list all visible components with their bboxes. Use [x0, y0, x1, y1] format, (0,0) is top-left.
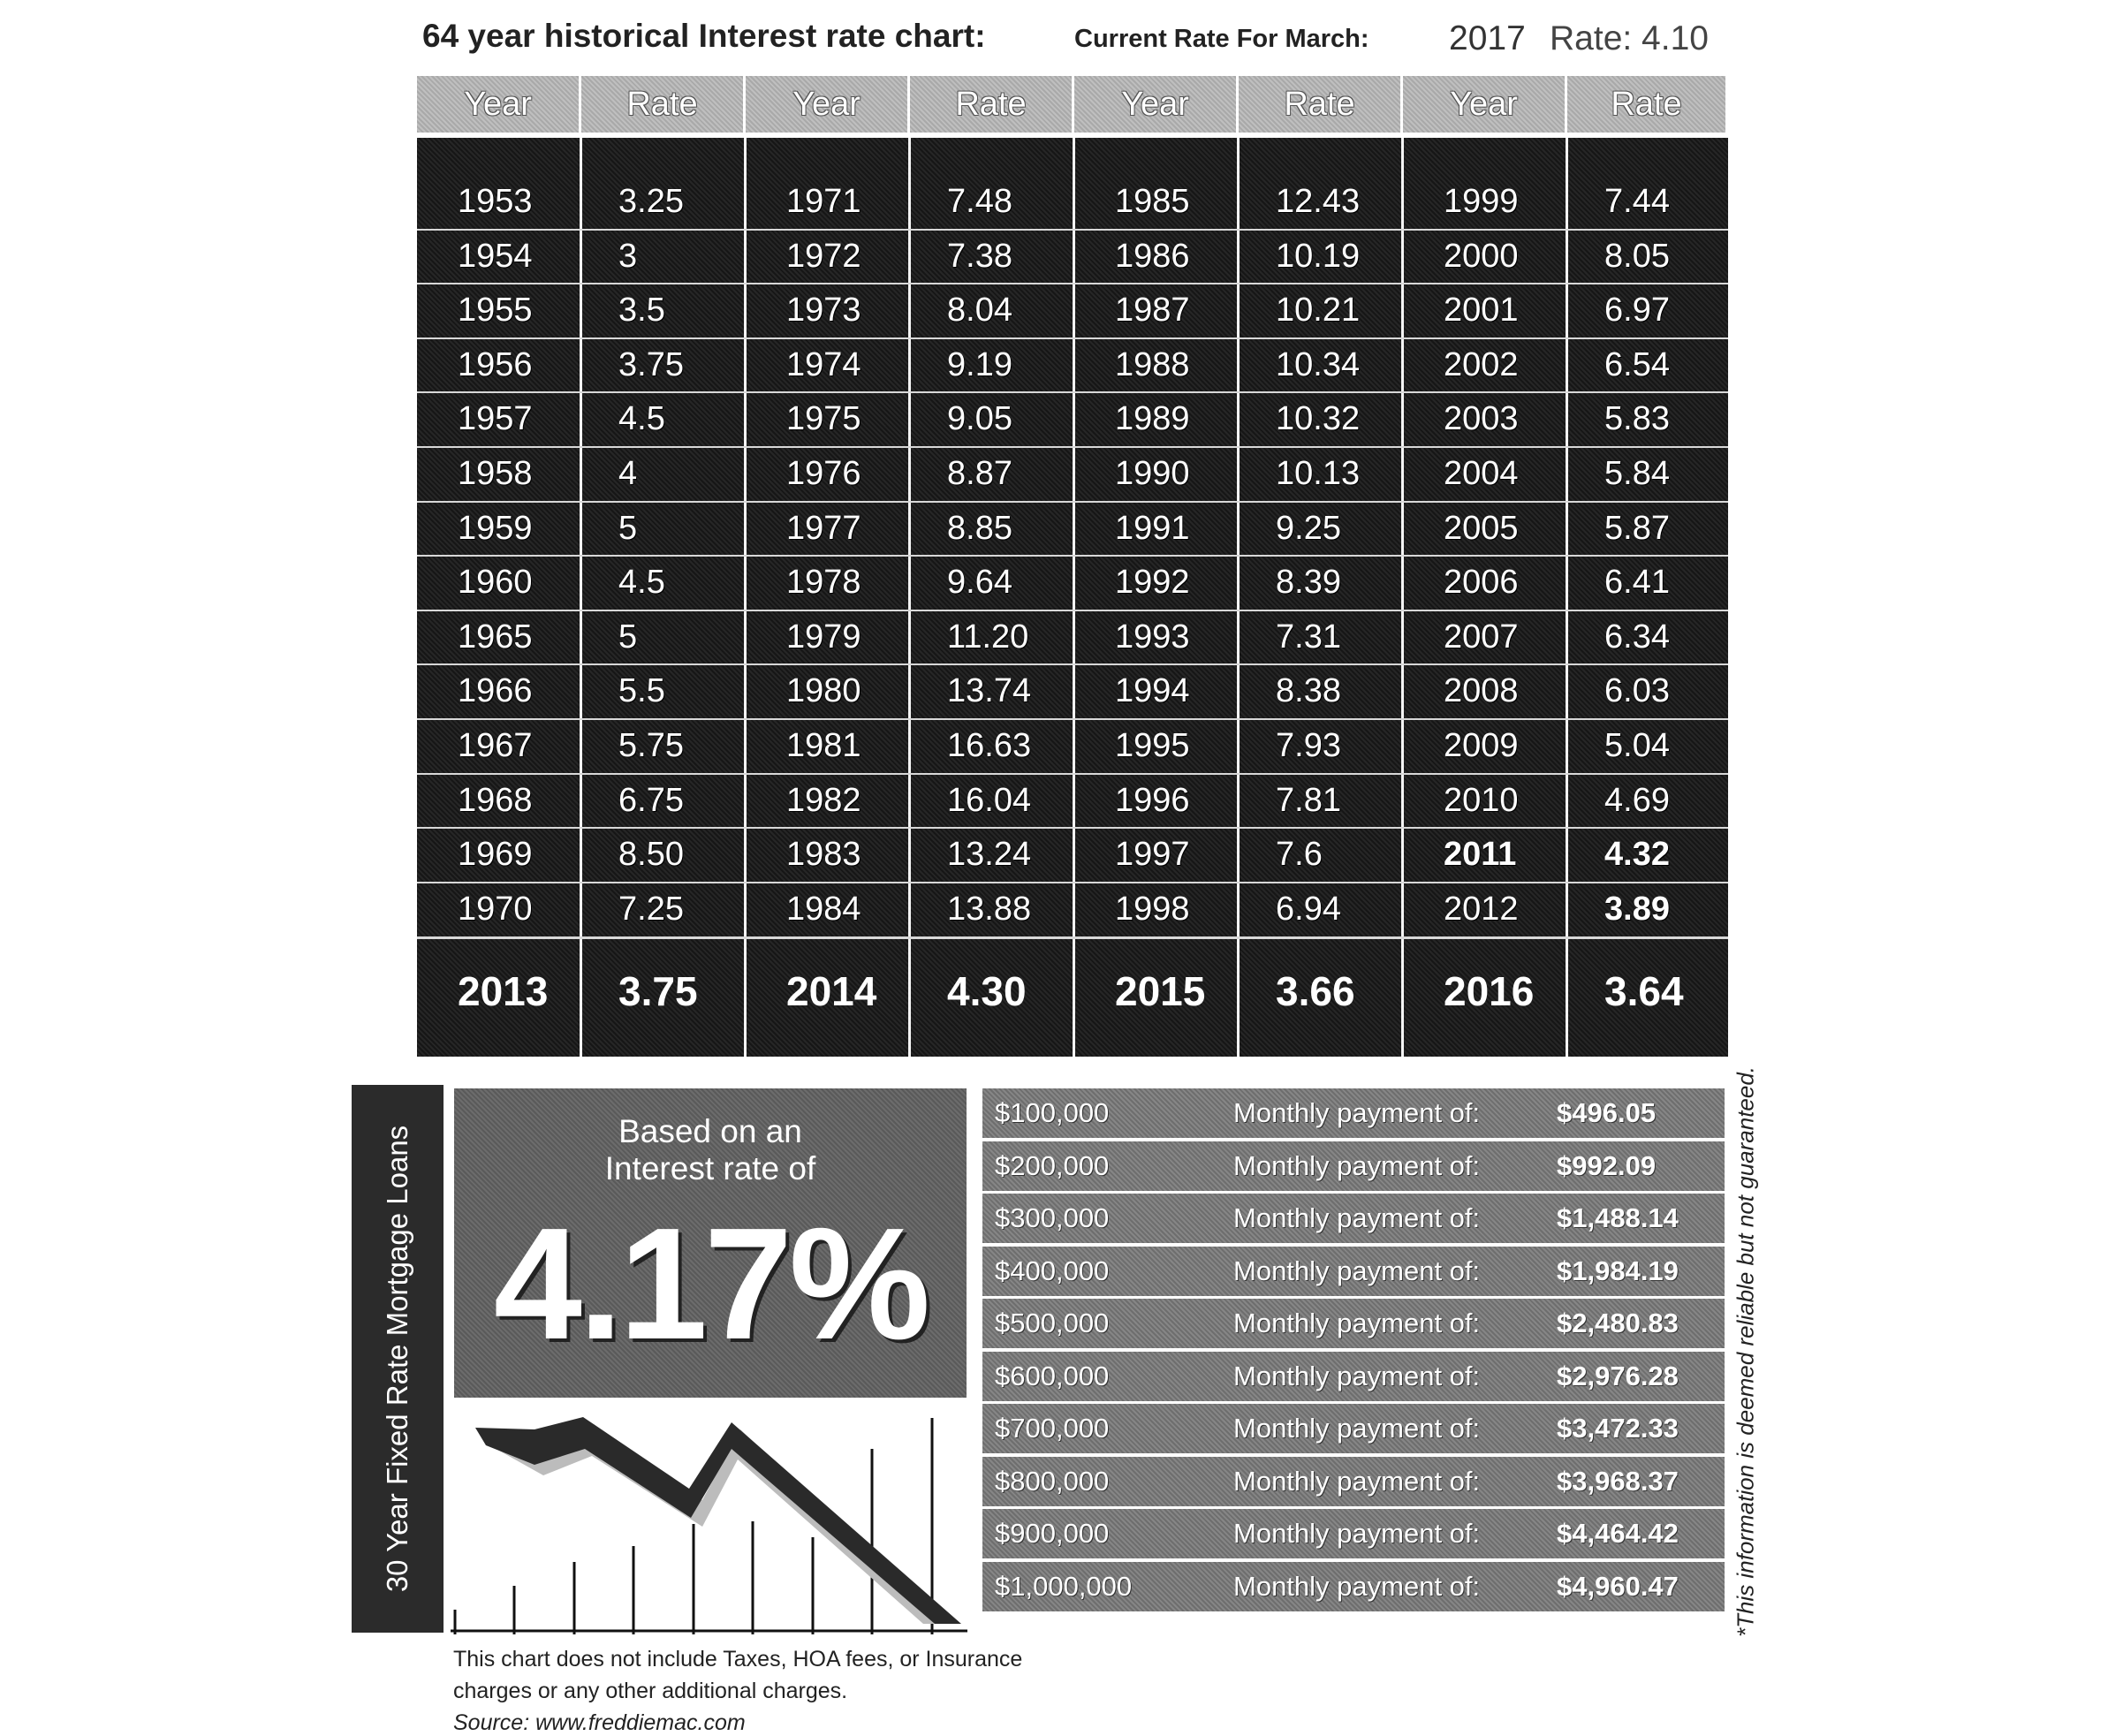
payment-label: Monthly payment of: [1233, 1570, 1481, 1602]
note-line-1: This chart does not include Taxes, HOA fees, or Insurance [453, 1647, 1023, 1672]
column-divider [580, 138, 582, 1057]
rate-cell: 6.34 [1604, 618, 1670, 656]
rate-cell: 8.39 [1276, 564, 1341, 602]
year-cell: 1971 [786, 183, 861, 220]
year-cell: 2002 [1444, 345, 1519, 383]
rate-cell: 5.5 [618, 672, 665, 710]
side-label-text: 30 Year Fixed Rate Mortgage Loans [381, 1125, 413, 1593]
rate-cell: 7.6 [1276, 836, 1323, 874]
year-cell: 2001 [1444, 292, 1519, 330]
rate-cell: 12.43 [1276, 183, 1361, 220]
loan-amount: $400,000 [995, 1255, 1110, 1286]
rate-cell: 7.93 [1276, 727, 1341, 764]
rate-cell: 3 [618, 237, 638, 275]
payment-label: Monthly payment of: [1233, 1413, 1481, 1444]
payment-row [982, 1352, 1725, 1401]
rate-cell: 4.32 [1604, 836, 1670, 874]
year-cell: 1995 [1115, 727, 1190, 764]
column-header-year-1: Year [417, 76, 581, 133]
rate-cell: 10.21 [1276, 292, 1361, 330]
year-cell: 2010 [1444, 781, 1519, 819]
rate-cell: 5.75 [618, 727, 684, 764]
year-cell: 1967 [458, 727, 533, 764]
year-cell: 1991 [1115, 509, 1190, 547]
year-cell: 1983 [786, 836, 861, 874]
year-cell: 2004 [1444, 455, 1519, 492]
column-header-year-4: Year [1403, 76, 1567, 133]
payment-label: Monthly payment of: [1233, 1360, 1481, 1391]
footer-year-cell: 2013 [458, 968, 549, 1015]
year-cell: 1993 [1115, 618, 1190, 656]
footer-year-cell: 2016 [1444, 968, 1535, 1015]
column-header-rate-2: Rate [910, 76, 1074, 133]
year-cell: 1999 [1444, 183, 1519, 220]
footer-rate-cell: 4.30 [947, 968, 1027, 1015]
loan-amount: $300,000 [995, 1202, 1110, 1233]
rate-box-line2: Interest rate of [604, 1150, 816, 1186]
year-cell: 1979 [786, 618, 861, 656]
year-cell: 1977 [786, 509, 861, 547]
rate-cell: 9.05 [947, 400, 1012, 438]
row-divider [417, 501, 1728, 503]
year-cell: 2000 [1444, 237, 1519, 275]
rate-cell: 7.81 [1276, 781, 1341, 819]
year-cell: 1994 [1115, 672, 1190, 710]
year-cell: 2009 [1444, 727, 1519, 764]
current-rate: Rate: 4.10 [1550, 19, 1709, 57]
year-cell: 1970 [458, 890, 533, 928]
year-cell: 1997 [1115, 836, 1190, 874]
payment-row [982, 1299, 1725, 1348]
rate-cell: 10.19 [1276, 237, 1361, 275]
column-divider [1073, 138, 1075, 1057]
payment-label: Monthly payment of: [1233, 1097, 1481, 1128]
rate-cell: 7.48 [947, 183, 1012, 220]
year-cell: 1955 [458, 292, 533, 330]
year-cell: 1965 [458, 618, 533, 656]
loan-amount: $900,000 [995, 1518, 1110, 1549]
rate-cell: 13.88 [947, 890, 1032, 928]
column-divider [908, 138, 911, 1057]
loan-amount: $700,000 [995, 1413, 1110, 1444]
payment-label: Monthly payment of: [1233, 1255, 1481, 1286]
rate-cell: 3.75 [618, 345, 684, 383]
year-cell: 1984 [786, 890, 861, 928]
rate-cell: 8.50 [618, 836, 684, 874]
rate-cell: 6.03 [1604, 672, 1670, 710]
row-divider [417, 337, 1728, 339]
footer-rate-cell: 3.75 [618, 968, 698, 1015]
year-cell: 1960 [458, 564, 533, 602]
payment-row [982, 1404, 1725, 1453]
column-header-year-3: Year [1074, 76, 1239, 133]
year-cell: 2007 [1444, 618, 1519, 656]
row-divider [417, 773, 1728, 775]
payment-label: Monthly payment of: [1233, 1518, 1481, 1549]
year-cell: 2012 [1444, 890, 1519, 928]
year-cell: 1986 [1115, 237, 1190, 275]
rate-cell: 10.34 [1276, 345, 1361, 383]
loan-amount: $600,000 [995, 1360, 1110, 1391]
year-cell: 1969 [458, 836, 533, 874]
year-cell: 1989 [1115, 400, 1190, 438]
rate-box-line1: Based on an [618, 1113, 802, 1149]
rate-cell: 8.05 [1604, 237, 1670, 275]
payment-row [982, 1562, 1725, 1611]
year-cell: 2008 [1444, 672, 1519, 710]
monthly-payment: $992.09 [1557, 1149, 1657, 1181]
interest-rate-box [454, 1088, 967, 1398]
loan-amount: $100,000 [995, 1097, 1110, 1128]
rate-cell: 3.25 [618, 183, 684, 220]
rate-cell: 7.31 [1276, 618, 1341, 656]
rate-cell: 6.75 [618, 781, 684, 819]
rate-box-rate: 4.17% [493, 1195, 928, 1373]
year-cell: 1988 [1115, 345, 1190, 383]
loan-amount: $200,000 [995, 1149, 1110, 1181]
column-divider [1566, 138, 1568, 1057]
rate-cell: 5.83 [1604, 400, 1670, 438]
row-divider [417, 610, 1728, 611]
year-cell: 2005 [1444, 509, 1519, 547]
rate-cell: 6.94 [1276, 890, 1341, 928]
monthly-payment: $2,976.28 [1557, 1360, 1679, 1391]
rate-cell: 4.5 [618, 400, 665, 438]
payment-row [982, 1509, 1725, 1558]
row-divider [417, 229, 1728, 231]
rate-table [417, 76, 1728, 1057]
payment-label: Monthly payment of: [1233, 1308, 1481, 1338]
year-cell: 1966 [458, 672, 533, 710]
rate-cell: 13.24 [947, 836, 1032, 874]
loan-amount: $800,000 [995, 1465, 1110, 1497]
monthly-payment: $3,968.37 [1557, 1465, 1679, 1497]
rate-cell: 3.5 [618, 292, 665, 330]
year-cell: 1981 [786, 727, 861, 764]
year-cell: 1972 [786, 237, 861, 275]
rate-cell: 9.19 [947, 345, 1012, 383]
year-cell: 1985 [1115, 183, 1190, 220]
year-cell: 1954 [458, 237, 533, 275]
row-divider [417, 882, 1728, 883]
rate-cell: 7.25 [618, 890, 684, 928]
footer-rate-cell: 3.64 [1604, 968, 1684, 1015]
rate-cell: 4.5 [618, 564, 665, 602]
row-divider [417, 827, 1728, 829]
rate-cell: 6.97 [1604, 292, 1670, 330]
year-cell: 1973 [786, 292, 861, 330]
rate-cell: 3.89 [1604, 890, 1670, 928]
monthly-payment: $4,464.42 [1557, 1518, 1679, 1549]
year-cell: 2006 [1444, 564, 1519, 602]
monthly-payment: $496.05 [1557, 1097, 1657, 1128]
payment-label: Monthly payment of: [1233, 1465, 1481, 1497]
rate-cell: 6.41 [1604, 564, 1670, 602]
column-header-rate-4: Rate [1567, 76, 1728, 133]
rate-cell: 5.87 [1604, 509, 1670, 547]
rate-cell: 8.38 [1276, 672, 1341, 710]
column-divider [1401, 138, 1404, 1057]
year-cell: 1975 [786, 400, 861, 438]
year-cell: 1976 [786, 455, 861, 492]
rate-cell: 4 [618, 455, 638, 492]
row-divider [417, 718, 1728, 720]
source-note: Source: www.freddiemac.com [453, 1710, 746, 1735]
footer-year-cell: 2014 [786, 968, 877, 1015]
payment-label: Monthly payment of: [1233, 1202, 1481, 1233]
year-cell: 2011 [1444, 836, 1517, 874]
rate-cell: 8.04 [947, 292, 1012, 330]
rate-cell: 5 [618, 509, 638, 547]
column-header-year-2: Year [746, 76, 910, 133]
rate-cell: 11.20 [947, 618, 1029, 656]
monthly-payment: $1,488.14 [1557, 1202, 1679, 1233]
rate-cell: 13.74 [947, 672, 1032, 710]
payment-label: Monthly payment of: [1233, 1149, 1481, 1181]
rate-cell: 7.44 [1604, 183, 1670, 220]
page-title: 64 year historical Interest rate chart: [422, 18, 986, 54]
rate-cell: 5 [618, 618, 638, 656]
trend-chart-illustration [451, 1414, 972, 1634]
footer-year-cell: 2015 [1115, 968, 1206, 1015]
footer-rate-cell: 3.66 [1276, 968, 1355, 1015]
year-cell: 1990 [1115, 455, 1190, 492]
rate-cell: 7.38 [947, 237, 1012, 275]
year-cell: 1956 [458, 345, 533, 383]
rate-cell: 8.87 [947, 455, 1012, 492]
year-cell: 1982 [786, 781, 861, 819]
year-cell: 1987 [1115, 292, 1190, 330]
row-divider [417, 446, 1728, 448]
year-cell: 1959 [458, 509, 533, 547]
row-divider [417, 283, 1728, 284]
monthly-payment: $4,960.47 [1557, 1570, 1679, 1602]
rate-cell: 9.25 [1276, 509, 1341, 547]
payment-table [982, 1088, 1725, 1615]
rate-cell: 5.84 [1604, 455, 1670, 492]
rate-cell: 10.13 [1276, 455, 1361, 492]
column-header-rate-1: Rate [581, 76, 746, 133]
year-cell: 1958 [458, 455, 533, 492]
column-header-rate-3: Rate [1239, 76, 1403, 133]
year-cell: 2003 [1444, 400, 1519, 438]
rate-cell: 6.54 [1604, 345, 1670, 383]
payment-row [982, 1141, 1725, 1191]
row-divider [417, 555, 1728, 557]
side-label [352, 1085, 444, 1633]
column-divider [744, 138, 747, 1057]
monthly-payment: $1,984.19 [1557, 1255, 1679, 1286]
rate-cell: 16.04 [947, 781, 1032, 819]
year-cell: 1957 [458, 400, 533, 438]
payment-row [982, 1247, 1725, 1296]
year-cell: 1974 [786, 345, 861, 383]
payment-row [982, 1194, 1725, 1243]
rate-cell: 16.63 [947, 727, 1032, 764]
row-divider [417, 663, 1728, 665]
disclaimer-text: *This information is deemed reliable but not guaranteed. [1732, 1065, 1759, 1638]
loan-amount: $500,000 [995, 1308, 1110, 1338]
year-cell: 1998 [1115, 890, 1190, 928]
note-line-2: charges or any other additional charges. [453, 1679, 848, 1703]
rate-cell: 4.69 [1604, 781, 1670, 819]
year-cell: 1968 [458, 781, 533, 819]
payment-row [982, 1088, 1725, 1138]
rate-cell: 9.64 [947, 564, 1012, 602]
year-cell: 1996 [1115, 781, 1190, 819]
monthly-payment: $3,472.33 [1557, 1413, 1679, 1444]
row-divider [417, 391, 1728, 393]
rate-cell: 8.85 [947, 509, 1012, 547]
rate-cell: 5.04 [1604, 727, 1670, 764]
rate-cell: 10.32 [1276, 400, 1361, 438]
year-cell: 1978 [786, 564, 861, 602]
loan-amount: $1,000,000 [995, 1570, 1133, 1602]
year-cell: 1953 [458, 183, 533, 220]
year-cell: 1980 [786, 672, 861, 710]
current-rate-label: Current Rate For March: [1074, 25, 1369, 53]
current-year: 2017 [1449, 19, 1526, 57]
year-cell: 1992 [1115, 564, 1190, 602]
monthly-payment: $2,480.83 [1557, 1308, 1679, 1338]
column-divider [1237, 138, 1240, 1057]
payment-row [982, 1457, 1725, 1506]
